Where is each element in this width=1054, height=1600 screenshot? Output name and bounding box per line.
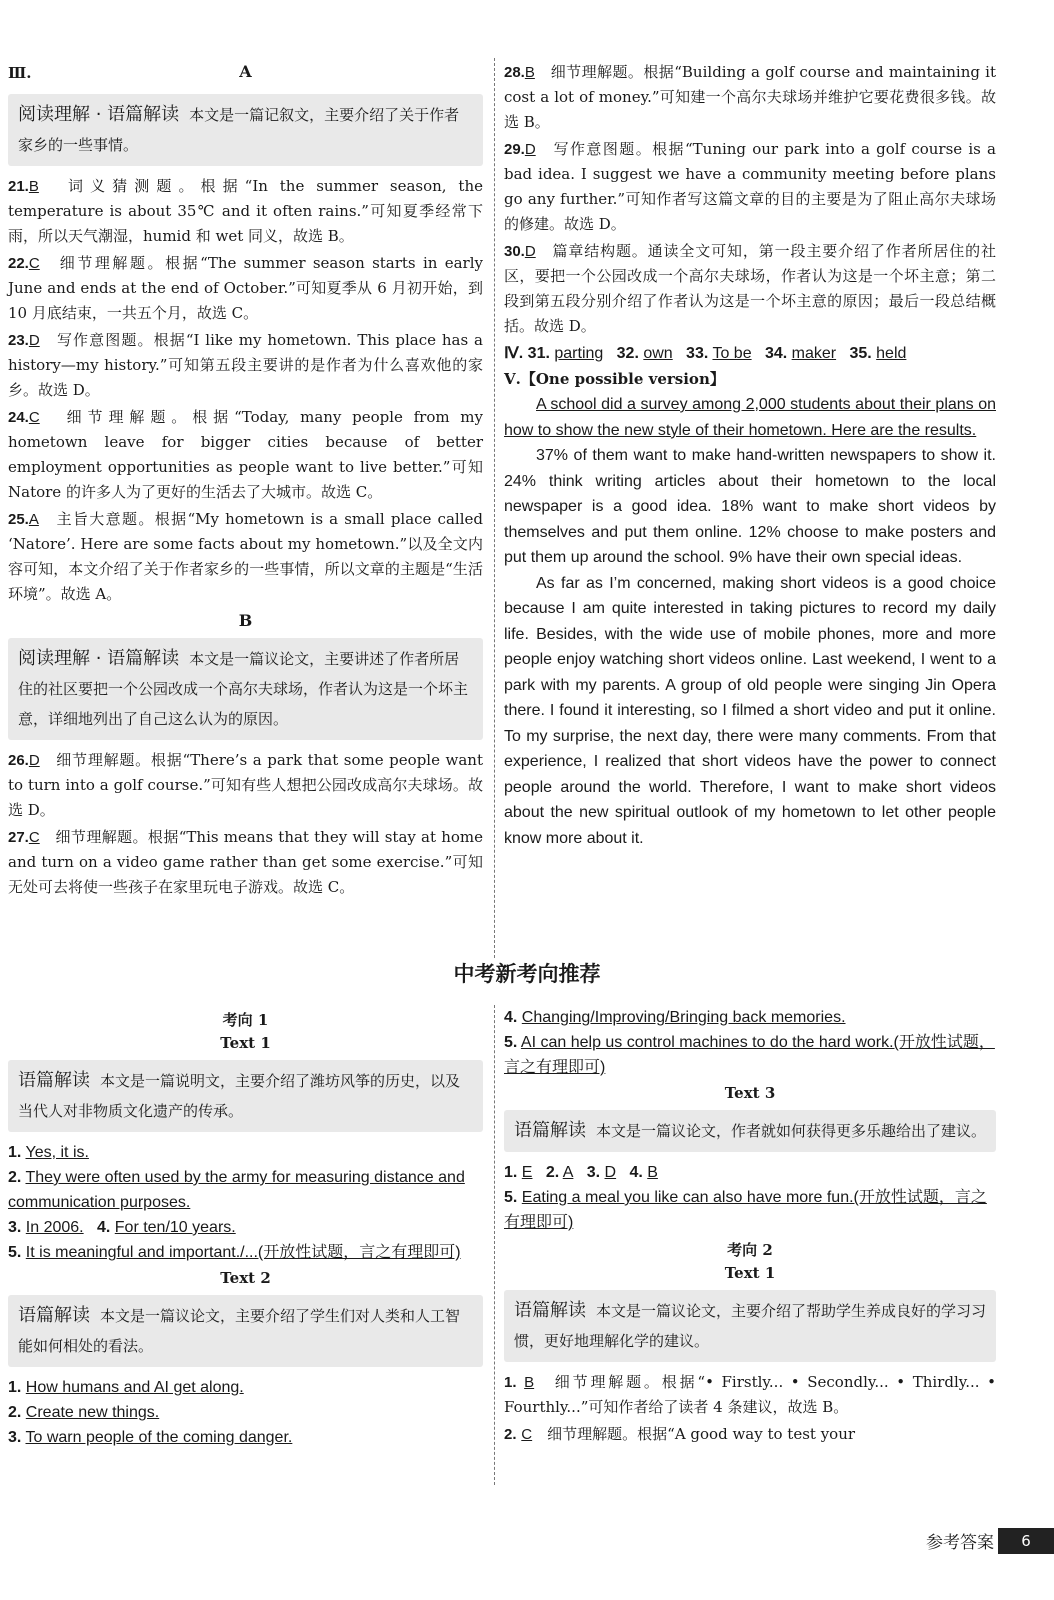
recommend-right-column [504,1005,996,1449]
right-column [504,58,996,851]
item-number: 5. [504,1189,518,1206]
answer-item-22 [8,251,483,326]
text-3-title: Text 3 [724,1084,776,1102]
item-answer: They were often used by the army for measuring distance and communication purposes. [8,1169,465,1211]
short-answer-3 [8,1425,483,1450]
answer-item-2 [504,1422,996,1447]
item-answer: own [643,345,673,362]
item-explanation: 细节理解题。根据“A good way to test your [547,1425,856,1443]
item-number: 1. [504,1374,517,1391]
summary-text: 本文是一篇议论文，主要讲述了作者所居住的社区要把一个公园改成一个高尔夫球场，作者认为这是一个坏主意，详细地列出了自己这么认为的原因。 [18,650,469,728]
short-answer-5 [8,1240,483,1265]
part-iv-label: Ⅳ. [504,345,524,362]
item-answer: B [28,178,39,195]
item-explanation: 细节理解题。根据“Building a golf course and maintaining it cost a lot of money.”可知建一个高尔夫球场并维护它要花费很多钱。故选 B。 [504,63,996,131]
item-number: 26. [8,752,29,769]
item-answer: E [521,1164,533,1181]
item-answer: Changing/Improving/Bringing back memories. [521,1009,846,1026]
passage-summary-box [8,1295,483,1367]
direction-1-title: 考向 1 [222,1011,269,1029]
passage-summary-box [504,1110,996,1152]
item-answer: C [28,255,40,272]
item-number: 24. [8,409,29,426]
item-number: 4. [629,1164,643,1181]
item-number: 4. [504,1009,518,1026]
item-answer: C [28,829,40,846]
item-answer: B [647,1164,658,1181]
item-answer: Eating a meal you like can also have more fun.(开放性试题，言之有理即可) [504,1189,987,1231]
item-answer: A [28,511,39,528]
item-number: 33. [686,345,709,362]
d2-text-1-title: Text 1 [724,1264,776,1282]
summary-tag: 语篇解读 [18,1070,90,1091]
footer-label: 参考答案 [926,1533,994,1553]
item-number: 1. [8,1144,22,1161]
passage-summary-box [8,94,483,166]
short-answer-1 [8,1140,483,1165]
essay-paragraph-3: As far as I’m concerned, making short videos is a good choice because I am quite interested in taking pictures to record my daily life. Besides, with the wide use of mobile phones, more and more people enjoy watching short videos online. Last weekend, I went to a park with my parents. A group of old people were singing Jin Opera there. I found it interesting, so I filmed a short video and put it online. To my surprise, the next day, there were many comments. From that experience, I realized that short videos have the power to connect people around the world. Therefore, I want to make short videos about the new spiritual outlook of my hometown to let other people know more about it. [504,574,996,847]
item-answer: AI can help us control machines to do the hard work.(开放性试题，言之有理即可) [504,1034,995,1076]
item-number: 28. [504,64,525,81]
answer-item-23 [8,328,483,403]
item-answer: D [524,243,536,260]
item-number: 2. [8,1404,22,1421]
item-explanation: 细节理解题。根据“• Firstly... • Secondly... • Thirdly... • Fourthly...”可知作者给了读者 4 条建议，故选 B。 [504,1373,996,1416]
item-number: 35. [849,345,872,362]
item-number: 1. [504,1164,518,1181]
answer-item-28 [504,60,996,135]
item-number: 31. [527,345,550,362]
item-answer: B [524,1374,535,1391]
item-answer: parting [554,345,604,362]
item-explanation: 词义猜测题。根据“In the summer season, the temperature is about 35℃ and it often rains.”可知夏季经常下雨，所以天气潮湿，humid 和 wet 同义，故选 B。 [8,177,483,245]
item-answer: To be [712,345,752,362]
page-number-tab [998,1528,1054,1554]
answer-item-26 [8,748,483,823]
item-answer: D [524,141,536,158]
item-explanation: 细节理解题。根据“There’s a park that some people want to turn into a golf course.”可知有些人想把公园改成高尔夫球场。故选 D。 [8,751,483,819]
item-explanation: 写作意图题。根据“Tuning our park into a golf course is a bad idea. I suggest we have a community meeting before plans go any further.”可知作者写这篇文章的目的主要是为了阻止高尔夫球场的修建。故选 D。 [504,140,996,233]
direction-2-title: 考向 2 [727,1241,773,1259]
passage-summary-box [8,1060,483,1132]
item-answer: D [604,1164,617,1181]
item-answer: C [28,409,40,426]
item-number: 2. [8,1169,22,1186]
section-label: Ⅲ. [8,64,32,82]
item-answer: C [521,1426,533,1443]
item-number: 5. [8,1244,22,1261]
answer-item-30 [504,239,996,339]
text-1-title: Text 1 [220,1034,271,1052]
short-answer-2 [8,1165,483,1215]
sample-essay [504,392,996,851]
item-number: 2. [545,1164,560,1181]
short-answer-5 [504,1185,996,1235]
item-answer: D [28,332,40,349]
item-answer: How humans and AI get along. [25,1379,244,1396]
short-answer-3-4 [8,1215,483,1240]
passage-summary-box [504,1290,996,1362]
item-number: 3. [8,1429,22,1446]
summary-tag: 阅读理解 · 语篇解读 [18,104,180,125]
essay-paragraph-1: A school did a survey among 2,000 students about their plans on how to show the new style of their hometown. Here are the results. [504,396,996,439]
summary-text: 本文是一篇议论文，主要介绍了帮助学生养成良好的学习习惯，更好地理解化学的建议。 [514,1302,987,1350]
item-answer: In 2006. [25,1219,84,1236]
part-a-title: A [239,62,252,81]
column-divider [494,58,495,958]
item-number: 3. [8,1219,22,1236]
item-answer: Create new things. [25,1404,160,1421]
item-number: 29. [504,141,525,158]
item-number: 23. [8,332,29,349]
summary-tag: 语篇解读 [514,1120,586,1141]
item-answer: For ten/10 years. [114,1219,236,1236]
left-column [8,58,483,902]
answer-item-21 [8,174,483,249]
passage-summary-box [8,638,483,740]
summary-tag: 阅读理解 · 语篇解读 [18,648,180,669]
text-2-title: Text 2 [220,1269,271,1287]
item-number: 32. [616,345,639,362]
item-explanation: 细节理解题。根据“This means that they will stay at home and turn on a video game rather than get some exercise.”可知无处可去将使一些孩子在家里玩电子游戏。故选 C。 [8,828,483,896]
item-number: 27. [8,829,29,846]
item-answer: Yes, it is. [25,1144,89,1161]
item-explanation: 主旨大意题。根据“My hometown is a small place called ‘Natore’. Here are some facts about my hometown.”以及全文内容可知，本文介绍了关于作者家乡的一些事情，所以文章的主题是“生活环境”。故选 A。 [8,510,483,603]
item-explanation: 细节理解题。根据“Today, many people from my hometown leave for bigger cities because of better employment opportunities as people want to live better.”可知 Natore 的许多人为了更好的生活去了大城市。故选 C。 [8,408,483,501]
item-answer: D [28,752,40,769]
item-answer: It is meaningful and important./...(开放性试题，言之有理即可) [25,1244,461,1261]
part-v-label: Ⅴ.【One possible version】 [504,370,725,388]
item-number: 1. [8,1379,22,1396]
recommend-left-column [8,1005,483,1450]
essay-paragraph-2: 37% of them want to make hand-written newspapers to show it. 24% think writing articles about their hometown to the local newspaper is a good idea. 18% want to make short videos by themselves and put them online. 12% choose to make posters and put them up around the school. 9% have their own special ideas. [504,447,996,566]
item-explanation: 细节理解题。根据“The summer season starts in early June and ends at the end of October.”可知夏季从 6 月初开始，到 10 月底结束，一共五个月，故选 C。 [8,254,483,322]
short-answer-5 [504,1030,996,1080]
item-number: 4. [96,1219,111,1236]
answer-item-29 [504,137,996,237]
item-explanation: 篇章结构题。通读全文可知，第一段主要介绍了作者所居住的社区，要把一个公园改成一个高尔夫球场，作者认为这是一个坏主意；第二段到第五段分别介绍了作者认为这是一个坏主意的原因；最后一段总结概括。故选 D。 [504,242,996,335]
short-answer-4 [504,1005,996,1030]
choice-answers [504,1160,996,1185]
short-answer-2 [8,1400,483,1425]
summary-text: 本文是一篇议论文，主要介绍了学生们对人类和人工智能如何相处的看法。 [18,1307,461,1355]
summary-text: 本文是一篇议论文，作者就如何获得更多乐趣给出了建议。 [596,1122,987,1140]
recommend-section-title: 中考新考向推荐 [453,962,601,986]
item-number: 5. [504,1034,518,1051]
summary-tag: 语篇解读 [18,1305,90,1326]
answer-item-24 [8,405,483,505]
summary-text: 本文是一篇说明文，主要介绍了潍坊风筝的历史，以及当代人对非物质文化遗产的传承。 [18,1072,461,1120]
item-answer: held [876,345,907,362]
item-number: 21. [8,178,29,195]
short-answer-1 [8,1375,483,1400]
answer-item-27 [8,825,483,900]
item-number: 30. [504,243,525,260]
item-number: 34. [764,345,788,362]
part-b-title: B [238,611,253,630]
page-number: 6 [1021,1532,1031,1550]
answer-item-25 [8,507,483,607]
item-answer: To warn people of the coming danger. [25,1429,293,1446]
item-number: 3. [586,1164,601,1181]
summary-tag: 语篇解读 [514,1300,586,1321]
item-answer: maker [791,345,837,362]
part-iv-answers [504,341,996,367]
item-explanation: 写作意图题。根据“I like my hometown. This place has a history—my history.”可知第五段主要讲的是作者为什么喜欢他的家乡。故选 D。 [8,331,483,399]
summary-text: 本文是一篇记叙文，主要介绍了关于作者家乡的一些事情。 [18,106,460,154]
item-answer: B [524,64,535,81]
item-number: 22. [8,255,29,272]
item-number: 25. [8,511,29,528]
item-answer: A [562,1164,574,1181]
column-divider-bottom [494,1005,495,1485]
item-number: 2. [504,1426,517,1443]
answer-item-1 [504,1370,996,1420]
